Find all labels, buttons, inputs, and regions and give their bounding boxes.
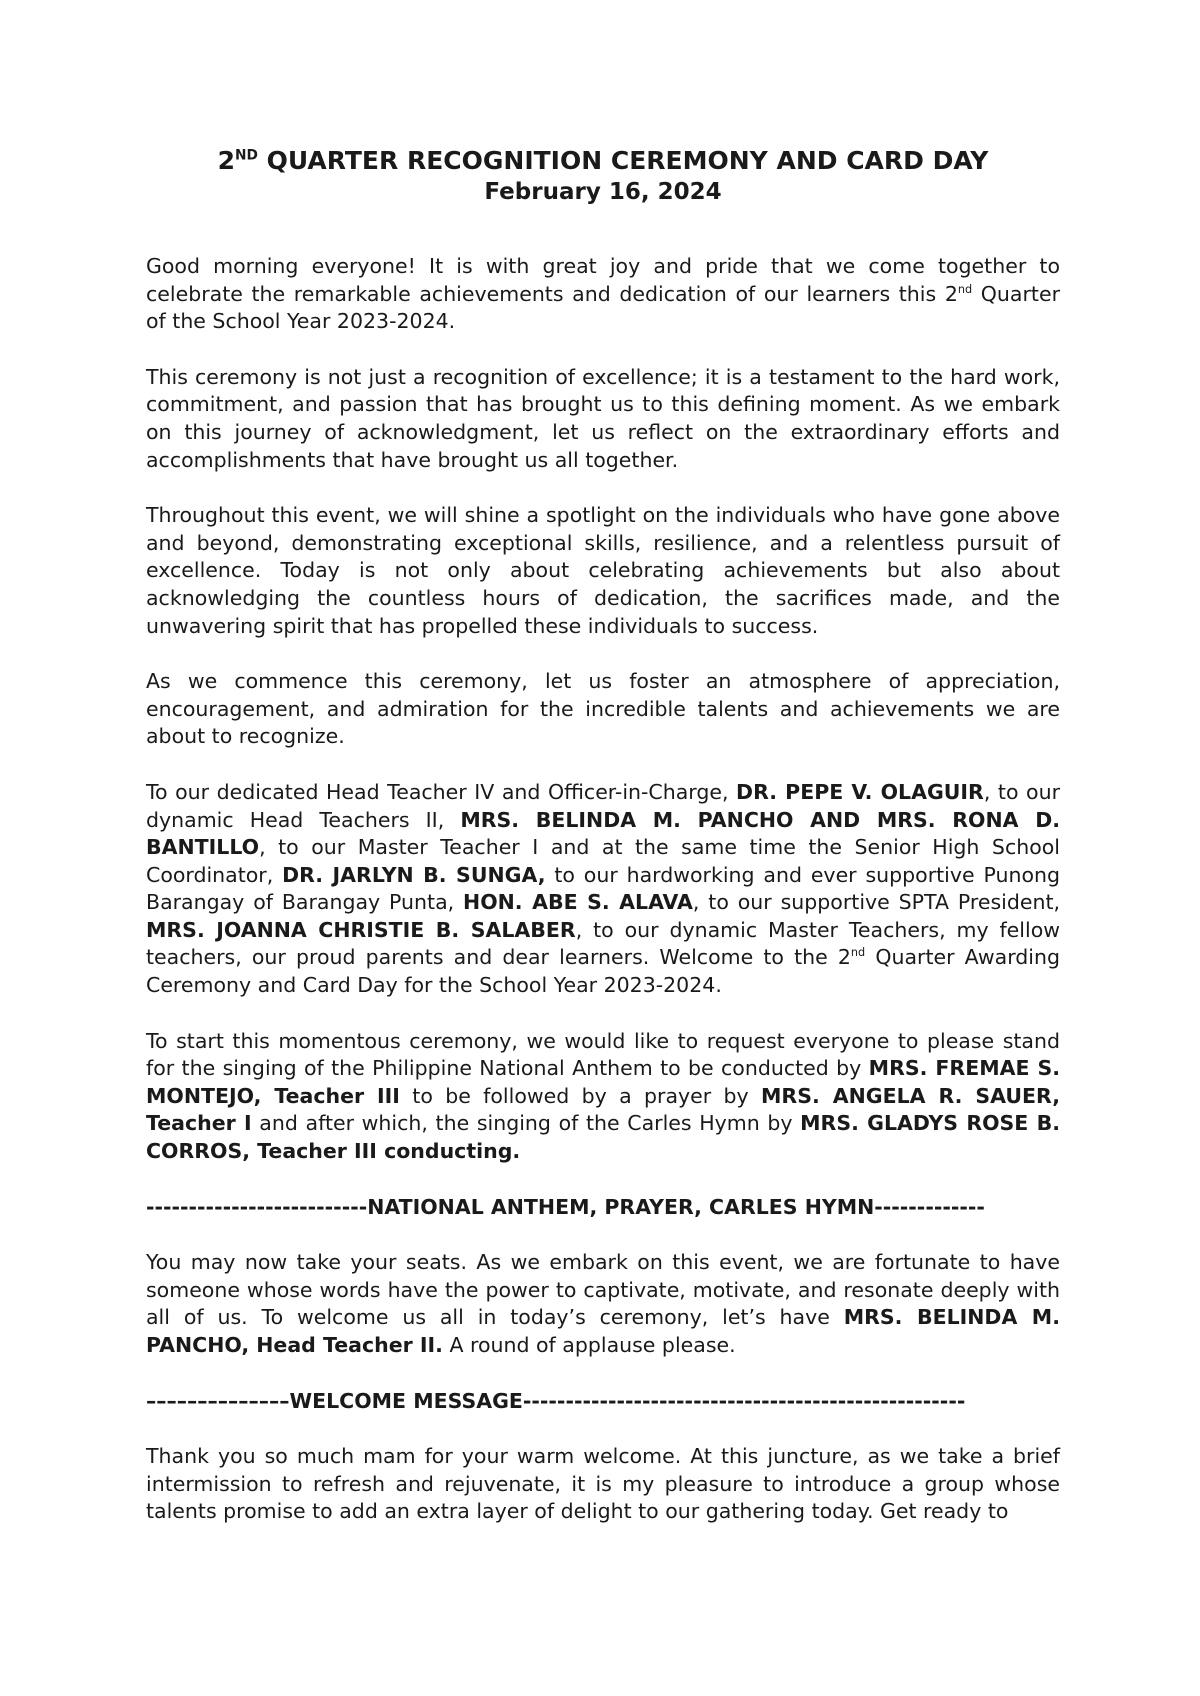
paragraph-text: , to our dynamic Master Teachers, my fellow teachers, our proud parents and dear learners. Welcome to the 2: [146, 917, 1060, 970]
paragraph-testament: This ceremony is not just a recognition of excellence; it is a testament to the hard work, commitment, and passion that has brought us to this defining moment. As we embark on this journey of acknowledgment, let us reflect on the extraordinary efforts and accomplishments that have brought us all together.: [146, 364, 1060, 472]
paragraph-text: Quarter Awarding Ceremony and Card Day for the School Year 2023-2024.: [146, 945, 1060, 998]
paragraph-text: To start this momentous ceremony, we would like to request everyone to please stand for the singing of the Philippine National Anthem to be conducted by: [146, 1028, 1060, 1081]
paragraph-text: to be followed by a prayer by: [399, 1083, 762, 1108]
honoree-name: MRS. FREMAE S. MONTEJO, Teacher III: [146, 1056, 1061, 1108]
title-text: QUARTER RECOGNITION CEREMONY AND CARD DAY: [257, 146, 989, 175]
honoree-name: MRS. GLADYS ROSE B. CORROS, Teacher III conducting.: [146, 1111, 1060, 1164]
section-divider-anthem: --------------------------NATIONAL ANTHEM, PRAYER, CARLES HYMN-------------: [146, 1194, 985, 1219]
paragraph-intermission: Thank you so much mam for your warm welcome. At this juncture, as we take a brief intermission to refresh and rejuvenate, it is my pleasure to introduce a group whose talents promise to add an extra layer of delight to our gathering today. Get ready to: [146, 1444, 1060, 1524]
honoree-name: MRS. BELINDA M. PANCHO AND MRS. RONA D. BANTILLO: [146, 807, 1061, 860]
title-number: 2: [217, 146, 235, 175]
honoree-name: DR. JARLYN B. SUNGA,: [282, 862, 546, 887]
paragraph-greeting: [146, 253, 1060, 336]
honoree-name: DR. PEPE V. OLAGUIR: [736, 779, 984, 804]
paragraph-text: Quarter of the School Year 2023-2024.: [146, 281, 1060, 334]
ordinal-suffix: nd: [957, 282, 973, 296]
paragraph-anthem-request: [146, 1028, 1060, 1166]
paragraph-text: Good morning everyone! It is with great joy and pride that we come together to celebrate the remarkable achievements and dedication of our learners this 2: [146, 254, 1060, 306]
paragraph-take-seats: [146, 1249, 1060, 1359]
paragraph-text: and after which, the singing of the Carles Hymn by: [251, 1111, 801, 1136]
document-title: [146, 145, 1060, 177]
paragraph-text: , to our supportive SPTA President,: [692, 890, 1060, 915]
paragraph-spotlight: Throughout this event, we will shine a spotlight on the individuals who have gone above and beyond, demonstrating exceptional skills, resilience, and a relentless pursuit of excellence. Today is not only about celebrating achievements but also about acknowledging the countless hours of dedication, the sacrifices made, and the unwavering spirit that has propelled these individuals to success.: [146, 503, 1060, 638]
document-page: [146, 145, 1060, 1554]
honoree-name: MRS. ANGELA R. SAUER, Teacher I: [146, 1083, 1060, 1136]
title-ordinal-suffix: ND: [234, 147, 258, 164]
paragraph-text: You may now take your seats. As we embark on this event, we are fortunate to have someone whose words have the power to captivate, motivate, and resonate deeply with all of us. To welcome us all in today’s ceremony, let’s have: [146, 1250, 1060, 1330]
paragraph-commence: As we commence this ceremony, let us foster an atmosphere of appreciation, encouragement, and admiration for the incredible talents and achievements we are about to recognize.: [146, 669, 1060, 749]
paragraph-acknowledgements: [146, 779, 1060, 1000]
honoree-name: HON. ABE S. ALAVA: [463, 890, 693, 915]
honoree-name: MRS. BELINDA M. PANCHO, Head Teacher II.: [146, 1305, 1060, 1357]
paragraph-text: to our hardworking and ever supportive Punong Barangay of Barangay Punta,: [146, 862, 1060, 915]
paragraph-text: A round of applause please.: [442, 1333, 736, 1357]
honoree-name: MRS. JOANNA CHRISTIE B. SALABER: [146, 917, 576, 942]
paragraph-text: , to our Master Teacher I and at the same time the Senior High School Coordinator,: [146, 835, 1060, 887]
document-date: February 16, 2024: [484, 179, 722, 205]
paragraph-text: To our dedicated Head Teacher IV and Officer-in-Charge,: [146, 779, 737, 804]
ordinal-suffix: nd: [850, 946, 866, 960]
paragraph-text: , to our dynamic Head Teachers II,: [146, 779, 1061, 832]
section-divider-welcome: ––––––––––––––WELCOME MESSAGE----------------------------------------------------: [146, 1388, 966, 1413]
